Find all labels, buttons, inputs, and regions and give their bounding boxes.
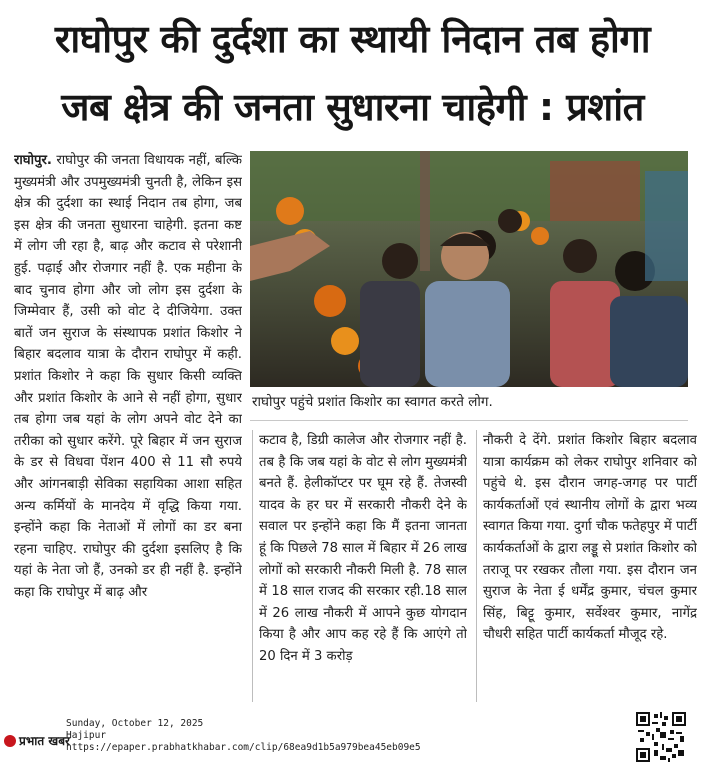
article-text-1: राघोपुर की जनता विधायक नहीं, बल्कि मुख्यमंत्री और उपमुख्यमंत्री चुनती है, लेकिन इस क्षेत्र की दुर्दशा का स्थाई निदान तब होगा, जब इस क्षेत्र की जनता सुधारना चाहेगी. इतना कष्ट में लोग जी रहा है, बाढ़ और कटाव से परेशानी हुई. पढ़ाई और रोजगार नहीं है. एक महीना के बाद चुनाव होगा और जो लोग इस दुर्दशा के जिम्मेवार हैं, उसी को वोट दे दीजियेगा. उक्त बातें जन सुराज के संस्थापक प्रशांत किशोर ने बिहार बदलाव यात्रा के दौरान राघोपुर में कही. प्रशांत किशोर ने कहा कि सुधार किसी व्यक्ति और प्रशांत किशोर के आने से नहीं होगा, सुधार तब होगा जब यहां के लोग अपने वोट देने का तरीका को सुधार करेंगे. पूरे बिहार में जन सुराज के डर से विधवा पेंशन 400 से 11 सौ रुपये और आंगनबाड़ी सेविका सहायिका आशा सहित अन्य कर्मियों के मानदेय में वृद्धि किया गया. इन्होंने कहा कि नेताओं में लोगों का डर बना रहना चाहिए. राघोपुर की दुर्दशा इसलिए है कि यहां के नेता जो हैं, उनको डर ही नहीं है. इन्होंने कहा कि राघोपुर में बाढ़ और (14, 153, 242, 600)
footer (0, 712, 705, 765)
logo-mark-icon (4, 735, 16, 747)
headline-line-1: राघोपुर की दुर्दशा का स्थायी निदान तब होगा (54, 17, 651, 61)
photo-caption: राघोपुर पहुंचे प्रशांत किशोर का स्वागत करते लोग. (252, 394, 493, 410)
article-column-1 (14, 150, 242, 700)
headline-line-2: जब क्षेत्र की जनता सुधारना चाहेगी : प्रशांत (61, 85, 644, 129)
clip-edition: Hajipur (66, 730, 107, 741)
logo-text: प्रभात खबर (19, 734, 70, 748)
qr-code-icon[interactable] (636, 712, 686, 762)
article-column-2: कटाव है, डिग्री कालेज और रोजगार नहीं है. तब है कि जब यहां के वोट से लोग मुख्यमंत्री बनते हैं. हेलीकॉप्टर पर घूम रहे हैं. तेजस्वी यादव के हर घर में सरकारी नौकरी देने के सवाल पर इन्होंने कहा कि मैं इतना जानता हूं कि पिछले 78 साल में बिहार में 26 लाख लोगों को सरकारी नौकरी मिली है. 78 साल में 18 साल राजद की सरकार रही.18 साल में 26 लाख नौकरी में आपने कुछ योगदान किया है और आप कह रहे हैं कि आएंगे तो 20 दिन में 3 करोड़ (252, 430, 467, 702)
dateline: राघोपुर. (14, 153, 52, 168)
caption-divider (250, 420, 688, 421)
news-photo (250, 151, 688, 387)
clip-date: Sunday, October 12, 2025 (66, 718, 204, 729)
article-column-3: नौकरी दे देंगे. प्रशांत किशोर बिहार बदलाव यात्रा कार्यक्रम को लेकर राघोपुर शनिवार को पहुंचे थे. इस दौरान जगह-जगह पर पार्टी कार्यकर्ताओं एवं स्थानीय लोगों के द्वारा भव्य स्वागत किया गया. दुर्गा चौक फतेहपुर में पार्टी कार्यकर्ताओं के द्वारा लड्डू से प्रशांत किशोर को तराजू पर रखकर तौला गया. इस दौरान जन सुराज के नेता ई धर्मेंद्र कुमार, चंचल कुमार सिंह, बिट्टू कुमार, सर्वेश्वर कुमार, नागेंद्र चौधरी सहित पार्टी कार्यकर्ता मौजूद रहे. (476, 430, 697, 702)
crowd-photo-illustration (250, 151, 688, 387)
clip-meta (66, 718, 421, 754)
clip-url[interactable]: https://epaper.prabhatkhabar.com/clip/68ea9d1b5a979bea45eb09e5 (66, 742, 421, 753)
publication-logo (4, 732, 70, 749)
